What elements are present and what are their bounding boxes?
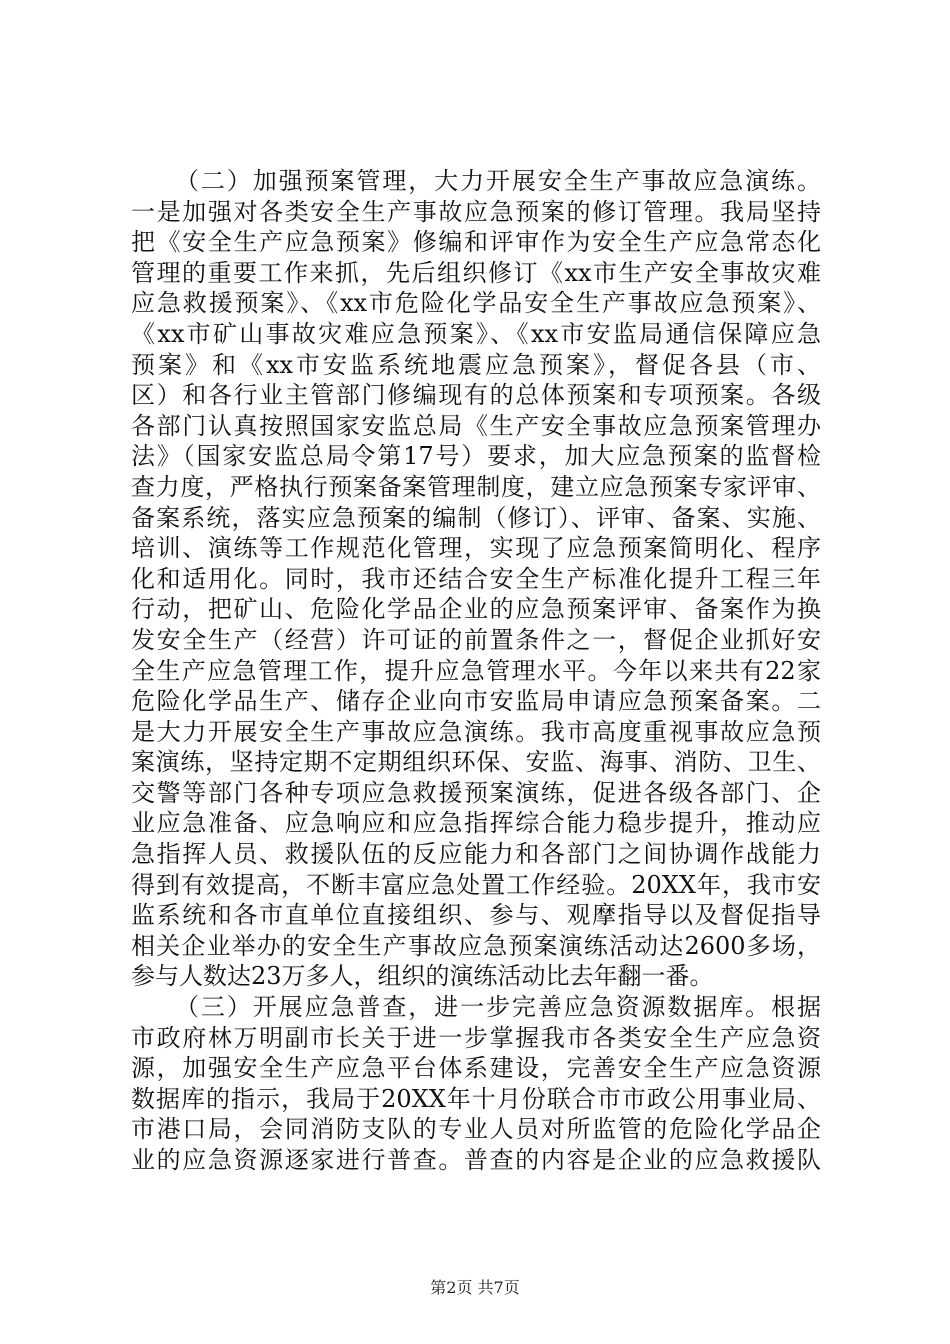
page-number: 第2页 共7页 [430,1278,520,1297]
text-line: 相关企业举办的安全生产事故应急预案演练活动达2600多场， [131,931,821,960]
text-line: 预案》和《xx市安监系统地震应急预案》，督促各县（市、 [131,350,821,379]
text-line: 急指挥人员、救援队伍的反应能力和各部门之间协调作战能力 [131,840,821,869]
text-line: 监系统和各市直单位直接组织、参与、观摩指导以及督促指导 [131,901,821,930]
text-line: 备案系统，落实应急预案的编制（修订）、评审、备案、实施、 [131,503,821,532]
text-line: 危险化学品生产、储存企业向市安监局申请应急预案备案。二 [131,687,821,716]
text-line: 查力度，严格执行预案备案管理制度，建立应急预案专家评审、 [131,472,821,501]
text-line: 参与人数达23万多人，组织的演练活动比去年翻一番。 [131,962,714,991]
text-line: 把《安全生产应急预案》修编和评审作为安全生产应急常态化 [131,228,821,257]
text-line: 发安全生产（经营）许可证的前置条件之一，督促企业抓好安 [131,625,821,654]
text-line: 化和适用化。同时，我市还结合安全生产标准化提升工程三年 [131,564,821,593]
text-line: 法》（国家安监总局令第17号）要求，加大应急预案的监督检 [131,442,821,471]
text-line: 市港口局，会同消防支队的专业人员对所监管的危险化学品企 [131,1115,821,1144]
text-line: 数据库的指示，我局于20XX年十月份联合市市政公用事业局、 [131,1084,821,1113]
text-line: 《xx市矿山事故灾难应急预案》、《xx市安监局通信保障应急 [131,319,821,348]
text-line: 行动，把矿山、危险化学品企业的应急预案评审、备案作为换 [131,595,821,624]
text-line: 市政府林万明副市长关于进一步掌握我市各类安全生产应急资 [131,1023,821,1052]
text-line: 是大力开展安全生产事故应急演练。我市高度重视事故应急预 [131,717,821,746]
text-line: （三）开展应急普查，进一步完善应急资源数据库。根据 [175,993,821,1022]
text-line: 交警等部门各种专项应急救援预案演练，促进各级各部门、企 [131,778,821,807]
text-line: 源，加强安全生产应急平台体系建设，完善安全生产应急资源 [131,1054,821,1083]
page-footer [0,1278,950,1298]
text-line: 区）和各行业主管部门修编现有的总体预案和专项预案。各级 [131,381,821,410]
text-line: 得到有效提高，不断丰富应急处置工作经验。20XX年，我市安 [131,870,821,899]
text-line: 业的应急资源逐家进行普查。普查的内容是企业的应急救援队 [131,1146,821,1174]
text-line: 全生产应急管理工作，提升应急管理水平。今年以来共有22家 [131,656,821,685]
text-line: 各部门认真按照国家安监总局《生产安全事故应急预案管理办 [131,411,821,440]
text-line: 业应急准备、应急响应和应急指挥综合能力稳步提升，推动应 [131,809,821,838]
text-line: 管理的重要工作来抓，先后组织修订《xx市生产安全事故灾难 [131,258,821,287]
text-line: （二）加强预案管理，大力开展安全生产事故应急演练。 [175,167,821,195]
body-text [131,166,821,1176]
text-line: 一是加强对各类安全生产事故应急预案的修订管理。我局坚持 [131,197,821,226]
text-line: 培训、演练等工作规范化管理，实现了应急预案简明化、程序 [131,534,821,563]
text-line: 应急救援预案》、《xx市危险化学品安全生产事故应急预案》、 [131,289,821,318]
text-line: 案演练，坚持定期不定期组织环保、安监、海事、消防、卫生、 [131,748,821,777]
